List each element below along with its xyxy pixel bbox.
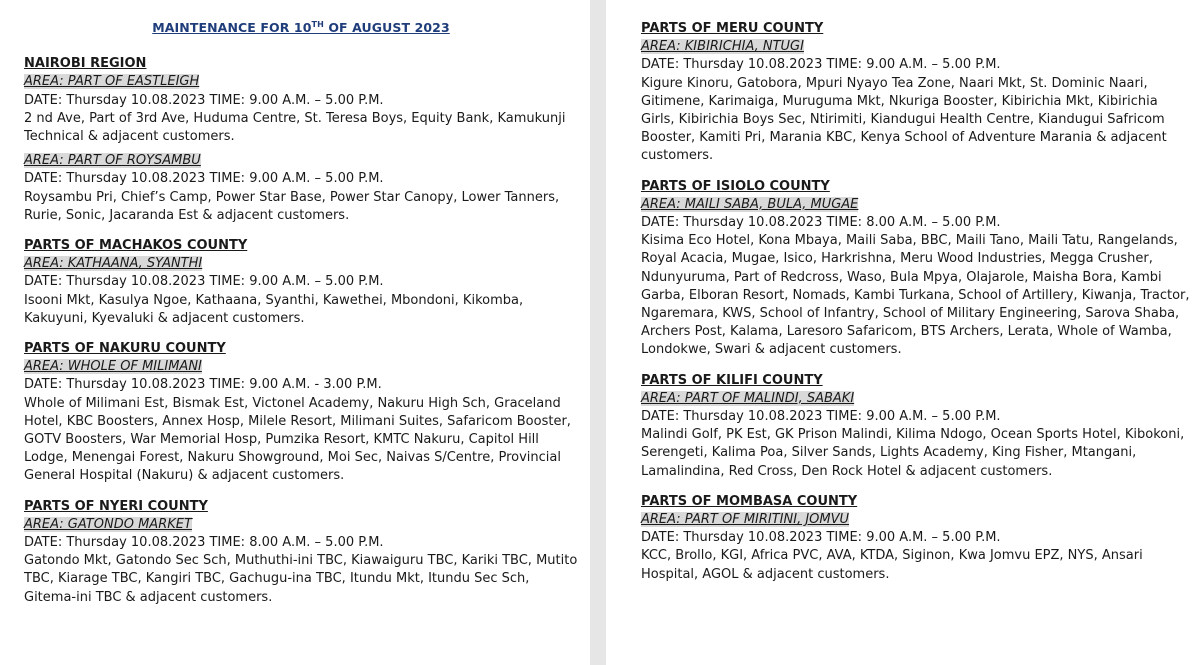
section-nairobi (24, 55, 578, 225)
area-block-eastleigh (24, 73, 578, 146)
affected-places: Roysambu Pri, Chief’s Camp, Power Star Base, Power Star Canopy, Lower Tanners, Rurie, Sonic, Jacaranda Est & adjacent customers. (24, 189, 560, 223)
section-isiolo (641, 178, 1194, 360)
area-label: AREA: GATONDO MARKET (24, 516, 192, 532)
region-heading: PARTS OF NYERI COUNTY (24, 498, 208, 514)
date-time-line: DATE: Thursday 10.08.2023 TIME: 9.00 A.M. – 5.00 P.M. (24, 171, 384, 187)
section-nyeri (24, 498, 578, 607)
section-machakos (24, 237, 578, 328)
region-heading: PARTS OF NAKURU COUNTY (24, 341, 226, 356)
section-mombasa (641, 493, 1194, 584)
date-time-line: DATE: Thursday 10.08.2023 TIME: 9.00 A.M. – 5.00 P.M. (641, 409, 1001, 425)
title-text: MAINTENANCE FOR 10 (152, 20, 312, 36)
region-heading: PARTS OF MOMBASA COUNTY (641, 493, 858, 509)
affected-places: Kisima Eco Hotel, Kona Mbaya, Maili Saba, BBC, Maili Tano, Maili Tatu, Rangelands, Royal Acacia, Mugae, Isico, Harkrishna, Meru Wood Industries, Megga Crusher, Ndunyuruma, Part of Redcross, Waso, Bula Mpya, Olajarole, Maisha Bora, Kambi Garba, Elboran Resort, Nomads, Kambi Turkana, School of Artillery, Kiwanja, Tractor, Ngaremara, KWS, School of Infantry, School of Military Engineering, Sarova Shaba, Archers Post, Kalama, Laresoro Safaricom, BTS Archers, Lerata, Whole of Wamba, Londokwe, Swari & adjacent customers. (641, 233, 1190, 358)
area-label: AREA: PART OF ROYSAMBU (24, 153, 201, 169)
affected-places: Isooni Mkt, Kasulya Ngoe, Kathaana, Syanthi, Kawethei, Mbondoni, Kikomba, Kakuyuni, Kyevaluki & adjacent customers. (24, 292, 524, 326)
area-label: AREA: WHOLE OF MILIMANI (24, 359, 202, 375)
area-label: AREA: KIBIRICHIA, NTUGI (641, 39, 804, 55)
region-heading: PARTS OF MERU COUNTY (641, 21, 824, 36)
date-time-line: DATE: Thursday 10.08.2023 TIME: 9.00 A.M. – 5.00 P.M. (24, 274, 384, 290)
date-time-line: DATE: Thursday 10.08.2023 TIME: 9.00 A.M. – 5.00 P.M. (641, 530, 1001, 546)
area-label: AREA: PART OF EASTLEIGH (24, 74, 200, 90)
affected-places: Kigure Kinoru, Gatobora, Mpuri Nyayo Tea Zone, Naari Mkt, St. Dominic Naari, Gitimene, Karimaiga, Muruguma Mkt, Nkuriga Booster, Kibirichia Mkt, Kibirichia Girls, Kibirichia Boys Sec, Ntirimiti, Kiandugui Health Centre, Kiandugui Safricom Booster, Kamiti Pri, Marania KBC, Kenya School of Adventure Marania & adjacent customers. (641, 75, 1167, 164)
title-superscript: TH (311, 20, 324, 29)
title-text-rest: OF AUGUST 2023 (323, 20, 450, 36)
region-heading: PARTS OF MACHAKOS COUNTY (24, 237, 248, 253)
region-heading: NAIROBI REGION (24, 56, 147, 72)
area-label: AREA: MAILI SABA, BULA, MUGAE (641, 196, 859, 212)
date-time-line: DATE: Thursday 10.08.2023 TIME: 9.00 A.M. – 5.00 P.M. (24, 92, 384, 108)
affected-places: Whole of Milimani Est, Bismak Est, Victonel Academy, Nakuru High Sch, Graceland Hotel, KBC Boosters, Annex Hosp, Milele Resort, Milimani Suites, Safaricom Booster, GOTV Boosters, War Memorial Hosp, Pumzika Resort, KMTC Nakuru, Capitol Hill Lodge, Menengai Forest, Nakuru Showground, Moi Sec, Naivas S/Centre, Provincial General Hospital (Nakuru) & adjacent customers. (24, 395, 571, 484)
area-label: AREA: PART OF MIRITINI, JOMVU (641, 512, 850, 528)
date-time-line: DATE: Thursday 10.08.2023 TIME: 8.00 A.M. – 5.00 P.M. (641, 215, 1001, 231)
affected-places: KCC, Brollo, KGI, Africa PVC, AVA, KTDA, Siginon, Kwa Jomvu EPZ, NYS, Ansari Hospital, AGOL & adjacent customers. (641, 548, 1143, 582)
section-meru (641, 20, 1194, 166)
affected-places: Malindi Golf, PK Est, GK Prison Malindi, Kilima Ndogo, Ocean Sports Hotel, Kibokoni, Serengeti, Kalima Poa, Silver Sands, Lights Academy, King Fisher, Mtangani, Lamalindina, Red Cross, Den Rock Hotel & adjacent customers. (641, 427, 1185, 479)
area-label: AREA: KATHAANA, SYANTHI (24, 256, 203, 272)
region-heading: PARTS OF ISIOLO COUNTY (641, 178, 830, 194)
affected-places: 2 nd Ave, Part of 3rd Ave, Huduma Centre, St. Teresa Boys, Equity Bank, Kamukunji Technical & adjacent customers. (24, 110, 566, 144)
area-label: AREA: PART OF MALINDI, SABAKI (641, 390, 855, 406)
date-time-line: DATE: Thursday 10.08.2023 TIME: 9.00 A.M. – 5.00 P.M. (641, 57, 1001, 73)
area-block-roysambu (24, 152, 578, 225)
region-heading: PARTS OF KILIFI COUNTY (641, 372, 823, 388)
section-kilifi (641, 372, 1194, 481)
document-title (24, 20, 578, 35)
affected-places: Gatondo Mkt, Gatondo Sec Sch, Muthuthi-ini TBC, Kiawaiguru TBC, Kariki TBC, Mutito TBC, Kiarage TBC, Kangiri TBC, Gachugu-ina TBC, Itundu Mkt, Itundu Sec Sch, Gitema-ini TBC & adjacent customers. (24, 553, 578, 605)
document-page-left (0, 0, 590, 665)
date-time-line: DATE: Thursday 10.08.2023 TIME: 8.00 A.M. – 5.00 P.M. (24, 535, 384, 551)
date-time-line: DATE: Thursday 10.08.2023 TIME: 9.00 A.M. - 3.00 P.M. (24, 377, 382, 393)
section-nakuru (24, 340, 578, 486)
document-page-right (606, 0, 1200, 665)
